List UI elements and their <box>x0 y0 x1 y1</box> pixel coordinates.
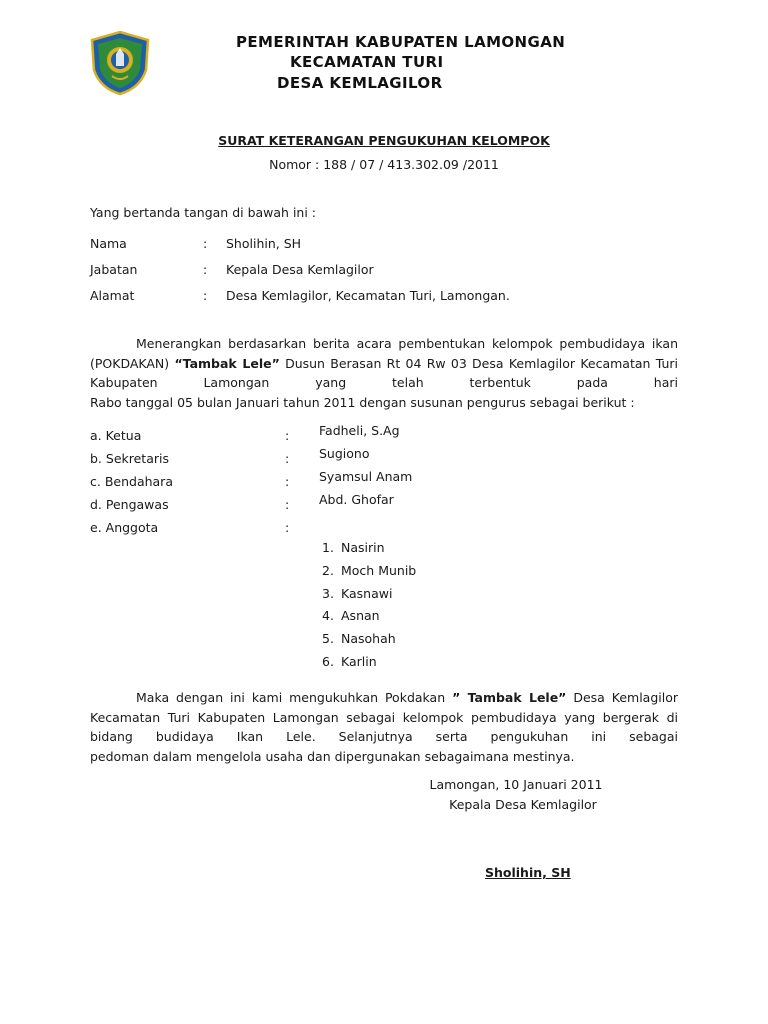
member-name: Asnan <box>341 608 380 623</box>
header-government: PEMERINTAH KABUPATEN LAMONGAN <box>236 33 566 51</box>
member-name: Nasirin <box>341 540 385 555</box>
place-date: Lamongan, 10 Januari 2011 <box>429 777 603 792</box>
role-treasurer-colon: : <box>285 474 290 489</box>
role-supervisor-colon: : <box>285 497 290 512</box>
role-treasurer-value: Syamsul Anam <box>319 469 413 484</box>
signer-position-colon: : <box>203 262 208 277</box>
member-number: 6. <box>322 654 334 669</box>
role-secretary-colon: : <box>285 451 290 466</box>
role-member-label: e. Anggota <box>90 520 159 535</box>
signer-position: Kepala Desa Kemlagilor <box>449 797 597 812</box>
header-village: DESA KEMLAGILOR <box>277 74 443 92</box>
paragraph-statement-cont: Dusun Berasan Rt 04 Rw 03 Desa Kemlagilor Kecamatan Turi Kabupaten Lamongan yang telah terbentuk pada hari <box>90 355 678 391</box>
paragraph-confirmation-start: Maka dengan ini kami mengukuhkan Pokdakan <box>136 690 453 705</box>
role-treasurer-label: c. Bendahara <box>90 474 173 489</box>
role-secretary-value: Sugiono <box>319 446 370 461</box>
member-number: 1. <box>322 540 334 555</box>
member-name: Kasnawi <box>341 586 393 601</box>
member-number: 3. <box>322 586 334 601</box>
signer-address-value: Desa Kemlagilor, Kecamatan Turi, Lamongan. <box>226 288 510 303</box>
role-chair-colon: : <box>285 428 290 443</box>
group-name-bold: ” Tambak Lele” <box>452 690 567 705</box>
member-name: Karlin <box>341 654 377 669</box>
member-number: 5. <box>322 631 334 646</box>
role-supervisor-label: d. Pengawas <box>90 497 169 512</box>
signer-position-value: Kepala Desa Kemlagilor <box>226 262 374 277</box>
role-chair-value: Fadheli, S.Ag <box>319 423 400 438</box>
signer-name-value: Sholihin, SH <box>226 236 302 251</box>
intro-text: Yang bertanda tangan di bawah ini : <box>90 205 317 220</box>
member-name: Nasohah <box>341 631 396 646</box>
role-chair-label: a. Ketua <box>90 428 142 443</box>
signer-address-colon: : <box>203 288 208 303</box>
paragraph-confirmation <box>90 688 678 766</box>
signer-name-colon: : <box>203 236 208 251</box>
paragraph-confirmation-cont: Desa Kemlagilor Kecamatan Turi Kabupaten Lamongan sebagai kelompok pembudidaya yang bergerak di bidang budidaya Ikan Lele. Selanjutnya serta pengukuhan ini sebagai <box>90 690 678 745</box>
paragraph-statement <box>90 334 678 412</box>
letter-number: Nomor : 188 / 07 / 413.302.09 /2011 <box>269 157 499 172</box>
signer-name: Sholihin, SH <box>485 865 571 880</box>
paragraph-confirmation-end: pedoman dalam mengelola usaha dan dipergunakan sebagaimana mestinya. <box>90 748 575 764</box>
signer-address-label: Alamat <box>90 288 135 303</box>
signer-position-label: Jabatan <box>90 262 138 277</box>
member-number: 4. <box>322 608 334 623</box>
role-supervisor-value: Abd. Ghofar <box>319 492 394 507</box>
header-district: KECAMATAN TURI <box>290 53 444 71</box>
member-name: Moch Munib <box>341 563 417 578</box>
group-name-bold: “Tambak Lele” <box>174 355 280 371</box>
role-member-colon: : <box>285 520 290 535</box>
regency-seal-logo <box>88 30 152 96</box>
paragraph-statement-end: Rabo tanggal 05 bulan Januari tahun 2011 dengan susunan pengurus sebagai berikut : <box>90 394 635 410</box>
paragraph-statement-start: Menerangkan berdasarkan berita acara pembentukan kelompok pembudidaya ikan (POKDAKAN) <box>90 336 678 371</box>
role-secretary-label: b. Sekretaris <box>90 451 169 466</box>
letter-title: SURAT KETERANGAN PENGUKUHAN KELOMPOK <box>218 133 550 148</box>
member-number: 2. <box>322 563 334 578</box>
signer-name-label: Nama <box>90 236 127 251</box>
